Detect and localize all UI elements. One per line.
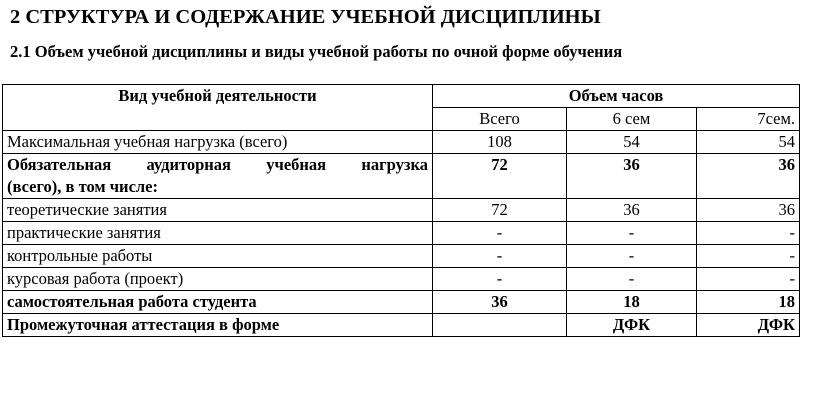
row-sem7: - — [697, 222, 800, 245]
row-sem6: 54 — [567, 131, 697, 154]
row-label: курсовая работа (проект) — [3, 268, 433, 291]
row-label-line1: Обязательная аудиторная учебная нагрузка — [7, 155, 428, 174]
table-row — [3, 199, 800, 222]
row-sem7: - — [697, 268, 800, 291]
row-label: Промежуточная аттестация в форме — [3, 314, 433, 337]
row-total — [433, 314, 567, 337]
row-total: 36 — [433, 291, 567, 314]
table-row — [3, 245, 800, 268]
table-row — [3, 291, 800, 314]
row-sem7: 36 — [697, 154, 800, 199]
row-total: - — [433, 245, 567, 268]
row-sem6: - — [567, 222, 697, 245]
row-label-line2: (всего), в том числе: — [7, 177, 158, 196]
row-sem6: - — [567, 245, 697, 268]
row-label — [3, 154, 433, 199]
section-heading: 2 СТРУКТУРА И СОДЕРЖАНИЕ УЧЕБНОЙ ДИСЦИПЛИНЫ — [10, 6, 601, 28]
table-row — [3, 268, 800, 291]
subsection-heading: 2.1 Объем учебной дисциплины и виды учебной работы по очной форме обучения — [10, 42, 623, 61]
row-sem7: 18 — [697, 291, 800, 314]
table-header-row — [3, 85, 800, 108]
row-label: теоретические занятия — [3, 199, 433, 222]
table-row — [3, 314, 800, 337]
row-sem7: 36 — [697, 199, 800, 222]
row-sem7: ДФК — [697, 314, 800, 337]
row-sem6: ДФК — [567, 314, 697, 337]
table-row — [3, 222, 800, 245]
row-sem6: 36 — [567, 154, 697, 199]
table-row — [3, 131, 800, 154]
row-label: самостоятельная работа студента — [3, 291, 433, 314]
table-row — [3, 154, 800, 199]
header-activity: Вид учебной деятельности — [3, 85, 433, 131]
row-total: - — [433, 222, 567, 245]
row-sem7: 54 — [697, 131, 800, 154]
row-total: 108 — [433, 131, 567, 154]
row-sem6: 36 — [567, 199, 697, 222]
row-total: 72 — [433, 154, 567, 199]
row-total: - — [433, 268, 567, 291]
header-hours: Объем часов — [433, 85, 800, 108]
row-sem6: 18 — [567, 291, 697, 314]
row-sem6: - — [567, 268, 697, 291]
row-sem7: - — [697, 245, 800, 268]
subheader-total: Всего — [433, 108, 567, 131]
workload-table — [2, 84, 800, 337]
row-label: контрольные работы — [3, 245, 433, 268]
row-total: 72 — [433, 199, 567, 222]
subheader-sem6: 6 сем — [567, 108, 697, 131]
row-label: практические занятия — [3, 222, 433, 245]
row-label: Максимальная учебная нагрузка (всего) — [3, 131, 433, 154]
subheader-sem7: 7сем. — [697, 108, 800, 131]
